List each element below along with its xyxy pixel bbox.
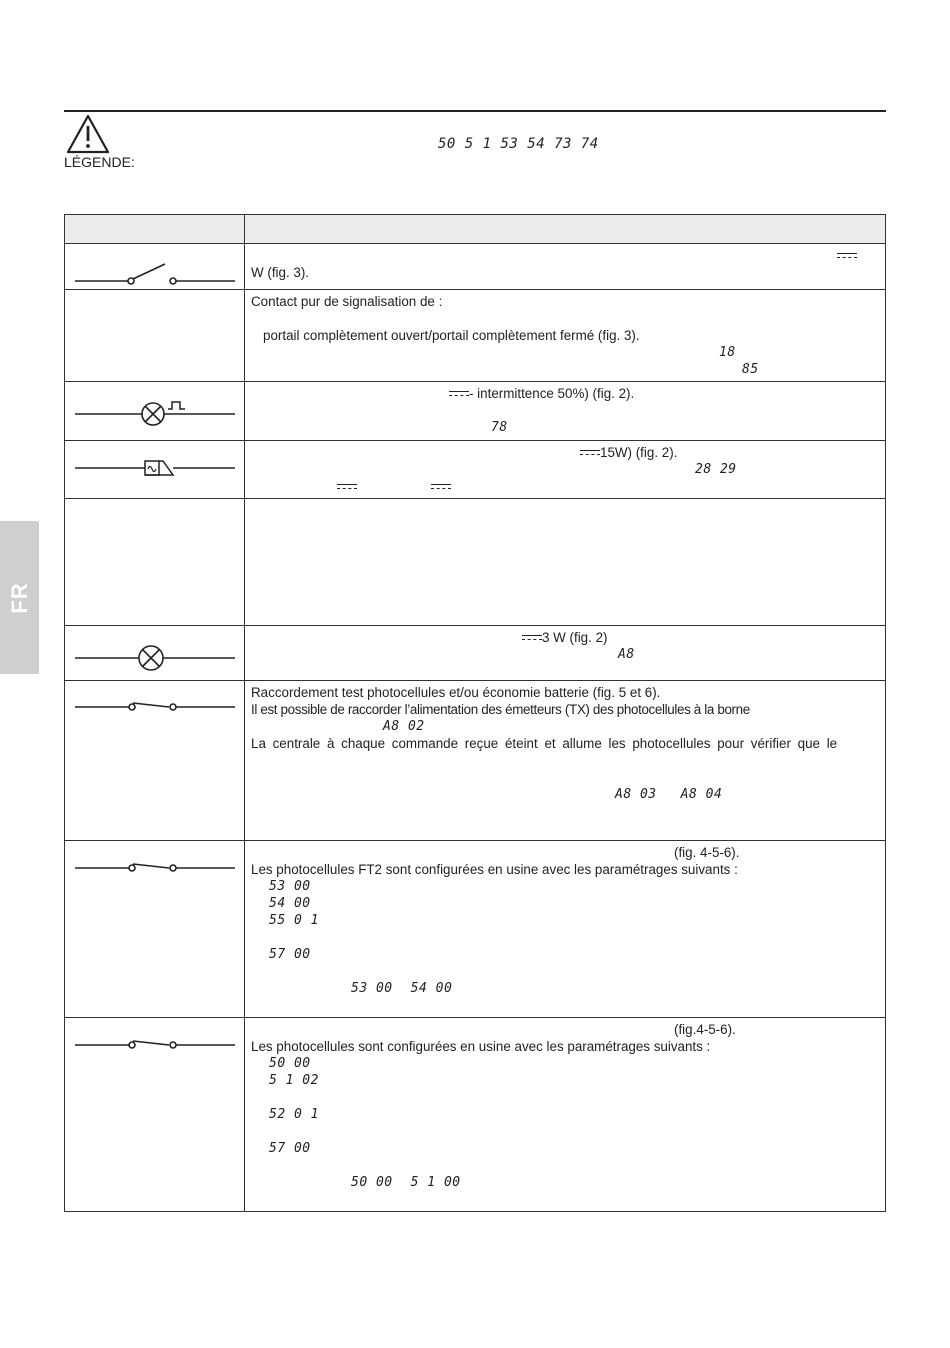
connections-table [64, 214, 886, 1212]
header-col-description [245, 215, 886, 244]
description-cell: (fig.4-5-6). Les photocellules sont configurées en usine avec les paramétrages suivants : 50 00 5 1 02 52 0 1 57 00 50 00 5 1 00 [245, 1018, 886, 1212]
symbol-cell [65, 499, 245, 626]
description-cell: - intermittence 50%) (fig. 2). 78 [245, 382, 886, 441]
dc-symbol-icon [580, 449, 600, 457]
table-row [65, 499, 886, 626]
dc-symbol-icon [522, 634, 542, 642]
lamp-icon [65, 626, 245, 681]
header-display-codes: 50 5 1 53 54 73 74 [438, 136, 599, 152]
switch-closed-icon [65, 681, 245, 741]
language-tab-label: FR [6, 581, 32, 614]
warning-icon [66, 114, 110, 154]
symbol-cell [65, 1018, 245, 1212]
switch-closed-icon [65, 841, 245, 901]
top-rule [64, 110, 886, 112]
legend-label: LÉGENDE: [64, 154, 135, 170]
symbol-cell [65, 441, 245, 499]
table-row [65, 1018, 886, 1212]
table-row [65, 681, 886, 841]
table-row [65, 441, 886, 499]
symbol-cell [65, 244, 245, 290]
description-cell: Raccordement test photocellules et/ou économie batterie (fig. 5 et 6). Il est possible de raccorder l’alimentation des émetteurs (TX) des photocellules à la borne A8 02 La centrale à chaque commande reçue éteint et allume les photocellules pour vérifier que le A8 03 A8 04 [245, 681, 886, 841]
dc-symbol-icon [449, 390, 469, 398]
symbol-cell [65, 382, 245, 441]
table-row [65, 626, 886, 681]
table-row [65, 290, 886, 382]
table-row [65, 244, 886, 290]
table-row [65, 382, 886, 441]
dc-symbol-icon [837, 252, 857, 260]
description-cell: (fig. 4-5-6). Les photocellules FT2 sont configurées en usine avec les paramétrages suivants : 53 00 54 00 55 0 1 57 00 53 00 54 00 [245, 841, 886, 1018]
description-cell: 3 W (fig. 2) A8 [245, 626, 886, 681]
symbol-cell [65, 626, 245, 681]
symbol-cell [65, 841, 245, 1018]
courtesy-light-icon [65, 441, 245, 499]
symbol-cell [65, 681, 245, 841]
switch-closed-icon [65, 1018, 245, 1078]
language-tab [0, 521, 39, 674]
switch-open-icon [65, 244, 245, 290]
flashing-lamp-icon [65, 382, 245, 441]
description-cell: W (fig. 3). [245, 244, 886, 290]
description-cell: Contact pur de signalisation de : portail complètement ouvert/portail complètement fermé (fig. 3). 18 85 [245, 290, 886, 382]
dc-symbol-icon [337, 483, 357, 491]
symbol-cell [65, 290, 245, 382]
description-cell [245, 499, 886, 626]
dc-symbol-icon [431, 483, 451, 491]
description-cell: 15W) (fig. 2). 28 29 [245, 441, 886, 499]
header-col-symbol [65, 215, 245, 244]
table-header-row [65, 215, 886, 244]
table-row [65, 841, 886, 1018]
